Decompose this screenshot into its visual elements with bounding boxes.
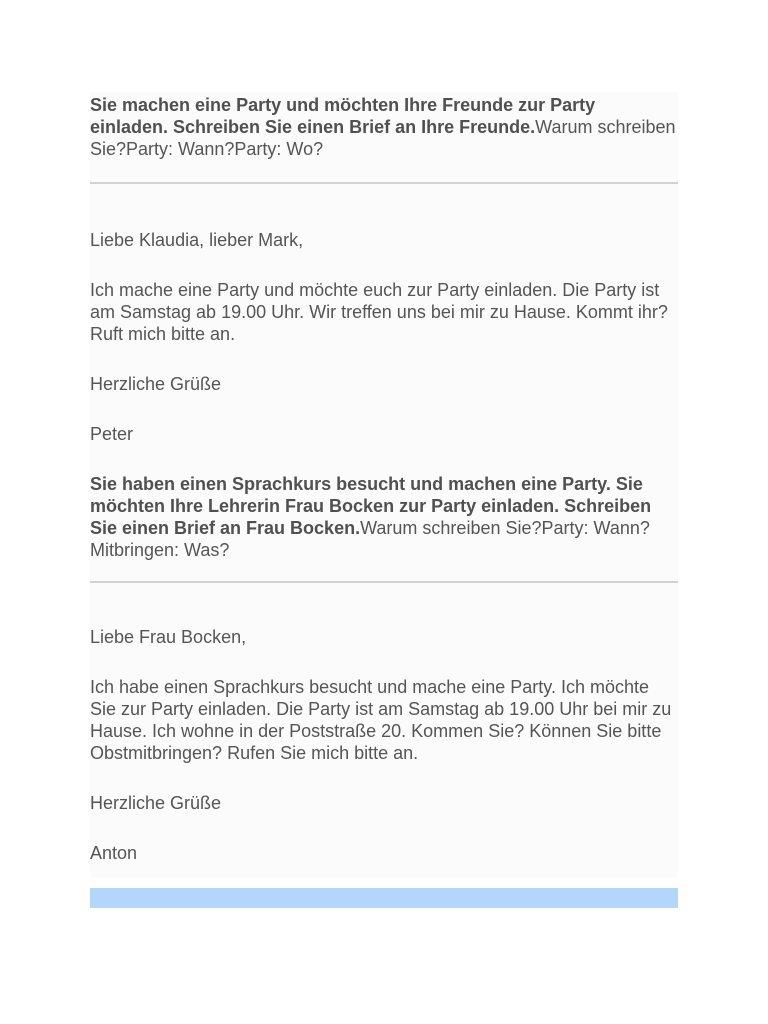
letter-2-salutation: Liebe Frau Bocken, <box>90 627 247 647</box>
document-content <box>90 92 678 878</box>
task-prompt-1 <box>90 94 678 160</box>
letter-2-body: Ich habe einen Sprachkurs besucht und mache eine Party. Ich möchte Sie zur Party einladen. Die Party ist am Samstag ab 19.00 Uhr bei mir zu Hause. Ich wohne in der Poststraße 20. Kommen Sie? Können Sie bitte Obstmitbringen? Rufen Sie mich bitte an. <box>90 677 672 763</box>
letter-1-closing: Herzliche Grüße <box>90 374 222 394</box>
divider-2 <box>90 581 678 583</box>
letter-1-salutation: Liebe Klaudia, lieber Mark, <box>90 230 304 250</box>
task-prompt-2 <box>90 473 678 561</box>
task-prompt-2-questions: Warum schreiben Sie?Party: Wann?Mitbringen: Was? <box>90 518 650 560</box>
letter-2-closing: Herzliche Grüße <box>90 793 222 813</box>
letter-1-signature: Peter <box>90 424 134 444</box>
task-prompt-1-bold: Sie machen eine Party und möchten Ihre Freunde zur Party einladen. Schreiben Sie einen Brief an Ihre Freunde. <box>90 95 596 137</box>
task-prompt-1-questions: Warum schreiben Sie?Party: Wann?Party: Wo? <box>90 117 676 159</box>
letter-1-body: Ich mache eine Party und möchte euch zur Party einladen. Die Party ist am Samstag ab 19.00 Uhr. Wir treffen uns bei mir zu Hause. Kommt ihr? Ruft mich bitte an. <box>90 280 668 344</box>
task-prompt-2-bold: Sie haben einen Sprachkurs besucht und machen eine Party. Sie möchten Ihre Lehrerin Frau Bocken zur Party einladen. Schreiben Sie einen Brief an Frau Bocken. <box>90 474 652 538</box>
letter-2-signature: Anton <box>90 843 138 863</box>
divider-1 <box>90 182 678 184</box>
highlight-bar <box>90 888 678 908</box>
